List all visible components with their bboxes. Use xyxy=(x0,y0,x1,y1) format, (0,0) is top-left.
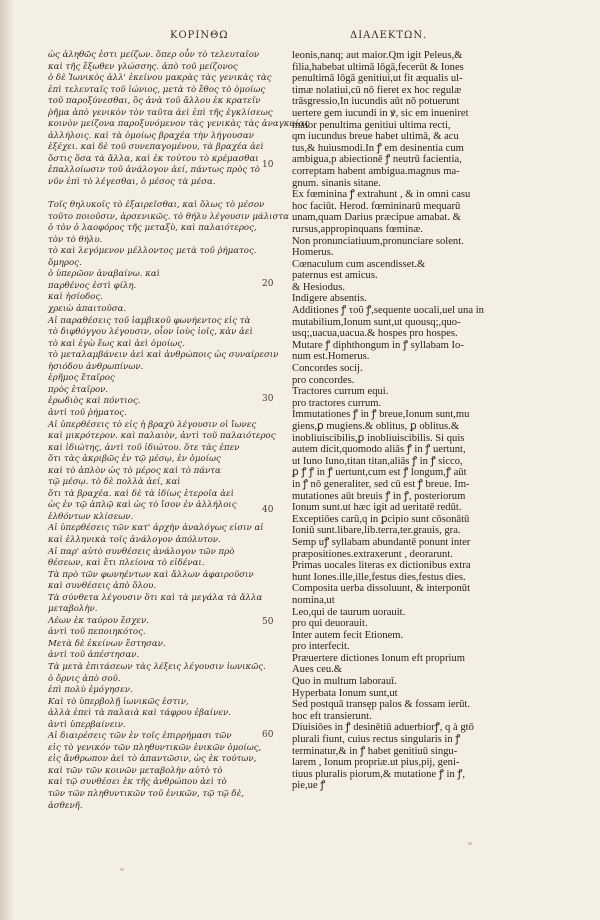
latin-text-line: Aues ceu.& xyxy=(292,664,343,676)
greek-text-line: ἐπαλλοίωσιν τοῦ ἀνάλογον ἀεί, πάντως πρὸς τὸ xyxy=(48,165,260,176)
greek-text-line: νῦν ἐπὶ τὸ λέγεσθαι, ὁ μέσος τὰ μέσα. xyxy=(48,177,216,188)
latin-text-line: ut Iuno Iuno,titan titan,aliās ꝭ in ꝭ sicco, xyxy=(292,455,463,467)
latin-text-line: mutationes aūt breuis ꝭ in ꝭ, posteriorum xyxy=(292,490,466,502)
greek-text-line: ἀντὶ τοῦ ῥήματος. xyxy=(48,407,127,418)
greek-text-line: Τὰ σύνθετα λέγουσιν ὅτι καὶ τὰ μεγάλα τὰ ἄλλα xyxy=(48,592,263,603)
latin-text-line: mutabilium,Ionum sunt,ut quousq;,quo- xyxy=(292,316,461,328)
latin-text-line: Ex fœminina ꝭ extrahunt , & in omni casu xyxy=(292,189,471,201)
greek-text-line: τὸ μεταλαμβάνειν ἀεὶ καὶ ἀνθρώποις ὡς συναίρεσιν xyxy=(48,350,279,361)
gutter-shadow xyxy=(0,0,14,920)
greek-text-line: Αἱ ὑπερθέσεις τὸ εἰς ἡ βραχὺ λέγουσιν οἱ ἴωνες xyxy=(48,419,257,430)
greek-text-line: τοῦ παροξύνεσθαι, ὃς ἀνὰ τοῦ ἄλλου ἐκ κρατεῖν xyxy=(48,96,261,107)
greek-text-line: Αἱ παραθέσεις τοῦ ἰαμβικοῦ φωνήεντος εἰς τὰ xyxy=(48,315,251,326)
greek-text-line: ἐπὶ πολὺ ἐμόγησεν. xyxy=(48,685,133,696)
latin-text-line: terminatur,& in ꝭ habet genitiuū singu- xyxy=(292,745,458,757)
latin-text-line: pro tractores currum. xyxy=(292,397,382,409)
greek-text-line: Λέων ἐκ ταύρου ἔσχεν. xyxy=(48,615,149,626)
greek-text-line: τὸ καὶ ἐγὼ ἕως καὶ ἀεὶ ὁμοίως. xyxy=(48,338,185,349)
greek-text-line: ὅμηρος. xyxy=(48,257,82,268)
latin-text-line: Composita uerba dissoluunt, & interponūt xyxy=(292,583,471,595)
paper-speck xyxy=(468,842,472,845)
greek-text-line: τὸ διφθόγγου λέγουσιν, οἷον ἰοὺς ἰοῖς, κἀν ἀεὶ xyxy=(48,327,253,338)
line-number: 10 xyxy=(262,160,274,170)
latin-text-line: Concordes socij. xyxy=(292,363,363,375)
greek-text-line: καὶ ἡσίοδος. xyxy=(48,292,103,303)
greek-text-line: ἐξέχει. καὶ δὲ τοῦ συνεπαγομένου, τὰ βραχέα ἀεὶ xyxy=(48,142,264,153)
latin-text-line: hoc faciūt. Herod. fœmininarū mequarū xyxy=(292,200,461,212)
latin-text-line: Inter autem fecit Etionem. xyxy=(292,629,404,641)
latin-text-line: tiuus pluralis piorum,& mutatione ꝭ in ꝭ, xyxy=(292,768,466,780)
latin-text-line: giens,ꝑ mugiens.& oblitus, ꝑ oblitus.& xyxy=(292,421,460,432)
greek-text-line: ἀσθενῆ. xyxy=(48,800,83,811)
greek-text-line: καὶ τῶν τῶν κοινῶν μεταβολὴν αὐτὸ τὸ xyxy=(48,765,223,776)
greek-text-line: Μετὰ δὲ ἐκείνων ἔστησαν. xyxy=(48,638,166,649)
greek-text-line: ὁ τὸν ὁ λαοφόρος τῆς μεταξὺ, καὶ παλαιότερος, xyxy=(48,223,257,234)
greek-text-line: ὅστις ὅσα τὰ ἄλλα, καὶ ἐκ τούτου τὸ κρέμασθαι xyxy=(48,153,259,164)
greek-text-line: ἐλθόντων κλίσεων. xyxy=(48,511,134,522)
greek-text-line: Αἱ παρ' αὐτὸ συνθέσεις ἀνάλογον τῶν πρὸ xyxy=(48,546,235,557)
greek-text-line: εἰς τὸ γενικόν τῶν πληθυντικῶν ἑνικῶν ὁμοίως, xyxy=(48,742,262,753)
latin-text-line: Diuisiōes in ꝭ desinētiū aduerbiorꝭ, q à gtō xyxy=(292,722,474,734)
greek-text-line: τῷ μέσῳ. τὸ δὲ πολλὰ ἀεί, καὶ xyxy=(48,477,181,488)
latin-column xyxy=(292,50,577,792)
latin-text-line: pro concordes. xyxy=(292,374,355,386)
latin-text-line: & Hesiodus. xyxy=(292,281,345,293)
paper-speck xyxy=(120,868,124,871)
latin-text-line: plurali fiunt, cuius rectus singularis in ꝭ xyxy=(292,734,461,746)
latin-text-line: in ꝭ nō generaliter, sed cū est ꝭ breue. Im- xyxy=(292,478,470,490)
latin-text-line: uertere gem iucundi in ꝟ, sic em inueniret xyxy=(292,107,469,119)
latin-text-line: penultimā lōgā genitiui,ut fit æqualis ul- xyxy=(292,73,463,85)
greek-text-line: ἀντὶ τοῦ πεποιηκότος. xyxy=(48,627,146,638)
running-head-greek: ΚΟΡΙΝΘΩ xyxy=(170,30,229,41)
latin-text-line: hunt Iones.ille,ille,festus dies,festus dies. xyxy=(292,571,466,583)
line-number: 40 xyxy=(262,505,274,515)
latin-text-line: hoc eft transierunt. xyxy=(292,710,372,722)
latin-text-line: qm iucundus breue habet ultimā, & acu xyxy=(292,131,459,143)
greek-text-line: ὡς ἐν τῷ ἁπλῷ καὶ ὡς τὸ ἴσον ἐν ἀλλήλοις xyxy=(48,500,237,511)
latin-text-line: Indigere absentis. xyxy=(292,293,367,305)
latin-text-line: Ionum sunt.ut hæc igit ad ueritatē redūt. xyxy=(292,502,462,514)
latin-text-line: tus,& huiusmodi.In ꝭ em desinentia cum xyxy=(292,142,464,154)
greek-text-line: Τὰ μετὰ ἐπιτάσεων τὰς λέξεις λέγουσιν ἰωνικῶς. xyxy=(48,661,266,672)
latin-text-line: Tractores currum equi. xyxy=(292,386,389,398)
greek-text-line: πρὸς ἑταῖρον. xyxy=(48,384,109,395)
latin-text-line: gnum. sinanis sitane. xyxy=(292,177,381,189)
running-head-latin: ΔΙΑΛΕΚΤΩΝ. xyxy=(350,30,428,41)
latin-text-line: Exceptiōes carū,q in ꝑcipio sunt cōsonātū xyxy=(292,513,470,525)
latin-text-line: larem , Ionum propriæ.ut pius,pij, geni- xyxy=(292,757,460,769)
latin-text-line: trāsgressio,In iucundis aūt nō potuerunt xyxy=(292,96,460,108)
latin-text-line: Immutationes ꝭ in ꝭ breue,Ionum sunt,mu xyxy=(292,409,470,421)
latin-text-line: Mutare ꝭ diphthongum in ꝭ syllabam Io- xyxy=(292,339,464,351)
latin-text-line: Leo,qui de taurum uorauit. xyxy=(292,606,406,618)
latin-text-line: autem dicit,quomodo aliās ꝭ in ꝭ uertunt, xyxy=(292,444,466,456)
greek-text-line: ἀλλήλοις. καὶ τὰ ὁμοίως βραχέα τὴν λήγουσαν xyxy=(48,130,254,141)
line-number: 20 xyxy=(262,279,274,289)
greek-text-line: ῥῆμα ἀπὸ γενικὸν τὸν ταῦτα ἀεὶ ἐπὶ τῆς ἐγκλίσεως xyxy=(48,107,273,118)
greek-text-line: Καὶ τὸ ὑπερβολῇ ἰωνικῶς ἐστιν, xyxy=(48,696,189,707)
greek-text-line: Αἱ διαιρέσεις τῶν ἐν τοῖς ἐπιρρήμασι τῶν xyxy=(48,731,232,742)
greek-text-line: ὁ ὑπερῶον ἀναβαίνω. καὶ xyxy=(48,269,161,280)
latin-text-line: Semp uꝭ syllabam abundantē ponunt inter xyxy=(292,536,471,548)
greek-text-line: ἀλλὰ ἐπεὶ τὰ παλαιὰ καὶ τάφρου ἐβαίνεν. xyxy=(48,708,231,719)
greek-text-line: καὶ ἑλληνικὰ τοῖς ἀνάλογον ἀπόλυτον. xyxy=(48,534,221,545)
latin-text-line: præpositiones.extraxerunt , deorarunt. xyxy=(292,548,453,560)
greek-text-line: ὅτι τὰς ἀκριβῶς ἐν τῷ μέσῳ, ἐν ὁμοίως xyxy=(48,454,221,465)
latin-text-line: nomina,ut xyxy=(292,594,335,606)
greek-text-line: ἀντὶ τοῦ ἀπέστησαν. xyxy=(48,650,140,661)
greek-text-line: Αἱ ὑπερθέσεις τῶν κατ' ἀρχὴν ἀναλόγως εἰσιν αἱ xyxy=(48,523,264,534)
greek-text-line: ἐρωδιὸς καὶ πόντιος. xyxy=(48,396,141,407)
latin-text-line: Cœnaculum cum ascendisset.& xyxy=(292,258,426,270)
greek-text-line: Τὰ πρὸ τῶν φωνηέντων καὶ ἄλλων ἀφαιροῦσιν xyxy=(48,569,254,580)
latin-text-line: Primas uocales literas ex dictionibus extra xyxy=(292,560,471,572)
greek-text-line: ὅτι τὰ βραχέα. καὶ δὲ τὰ ἰδίως ἑτεροῖα ἀεὶ xyxy=(48,488,234,499)
greek-text-line: ὁ ὄρνις ἀπὸ σοῦ. xyxy=(48,673,121,684)
greek-text-line: εἰς ἄνθρωπον ἀεὶ τὸ ἀπαντῶσιν, ὡς ἐκ τούτων, xyxy=(48,754,257,765)
latin-text-line: pro interfecit. xyxy=(292,641,350,653)
greek-text-line: τὸ καὶ λεγόμενον μέλλοντος μετὰ τοῦ ῥήματος. xyxy=(48,246,257,257)
line-number: 60 xyxy=(262,730,274,740)
latin-text-line: timæ nolatiui,cū nō fieret ex hoc regulæ xyxy=(292,84,462,96)
latin-text-line: Additiones ꝭ τοῦ ꝭ,sequente uocali,uel una in xyxy=(292,305,484,317)
line-number: 30 xyxy=(262,394,274,404)
greek-text-line: μεταβολὴν. xyxy=(48,604,98,615)
greek-text-line: παρθένος ἐστὶ φίλη. xyxy=(48,280,137,291)
latin-text-line: pro qui deuorauit. xyxy=(292,618,368,630)
greek-text-line: κοινὸν μείζονα παροξυνόμενον τὰς γενικὰς τὰς ἀναγκαίας xyxy=(48,119,310,130)
latin-text-line: unam,quam Darius præcipue amabat. & xyxy=(292,212,461,224)
latin-text-line: num est.Homerus. xyxy=(292,351,370,363)
latin-text-line: usq;,uacua,uacua.& hospes pro hospes. xyxy=(292,328,458,340)
greek-text-line: τοῦτο ποιοῦσιν, ἀρσενικῶς. τὸ θήλυ λέγουσιν μάλιστα xyxy=(48,211,289,222)
latin-text-line: pie,ue ꝭ xyxy=(292,780,326,792)
greek-text-line: θέσεων, καὶ ἔτι πλείονα τὸ εἰδέναι. xyxy=(48,558,205,569)
greek-text-line: ἐρῆμος ἕταῖρος xyxy=(48,373,115,384)
latin-text-line: correptam habent ambigua.magnus ma- xyxy=(292,165,460,177)
greek-text-line: καὶ τῆς ἔξωθεν γλώσσης. ἀπὸ τοῦ μείζονος xyxy=(48,61,238,72)
greek-text-line: τῶν τῶν πληθυντικῶν τοῦ ἑνικῶν, τῷ τῷ δὲ, xyxy=(48,789,244,799)
latin-text-line: Hyperbata Ionum sunt,ut xyxy=(292,687,398,699)
latin-text-line: Non pronunciatiuum,pronunciare solent. xyxy=(292,235,464,247)
latin-text-line: Præuertere dictiones Ionum eft proprium xyxy=(292,652,465,664)
greek-text-line: τὸν τὸ θήλυ. xyxy=(48,234,103,245)
greek-text-line: ἐπὶ τελευταῖς τοῦ ἰώνιος, μετὰ τὸ ἔθος τὸ ὁμοίως xyxy=(48,84,266,95)
latin-text-line: rursus,appropinquans fœminæ. xyxy=(292,223,423,235)
greek-text-line: καὶ ἰδιώτης, ἀντὶ τοῦ ἰδιώτου. ὅτε τὰς ἐπεν xyxy=(48,442,240,453)
greek-text-line: ὡς ἀληθῶς ἐστι μείζων. ὅπερ οὖν τὸ τελευταῖον xyxy=(48,50,260,60)
greek-text-line: καὶ τὸ ἁπλὸν ὡς τὸ μέρος καὶ τὸ πάντα xyxy=(48,465,221,476)
latin-text-line: maior penultima genitiui ultima recti, xyxy=(292,119,451,131)
greek-text-line: καὶ συνθέσεις ἀπὸ ὅλου. xyxy=(48,581,157,592)
latin-text-line: Quo in multum laborauī. xyxy=(292,676,397,688)
greek-text-line: ἡσιόδου ἀνθρωπίνων. xyxy=(48,361,144,372)
greek-text-line: Τοῖς θηλυκοῖς τὸ ἐξαιρεῖσθαι, καὶ ὅλως τὸ μέσον xyxy=(48,200,265,211)
greek-text-line: χρειὼ ἀπαιτοῦσα. xyxy=(48,304,127,315)
latin-text-line: paternus est amicus. xyxy=(292,270,378,282)
latin-text-line: ambigua,p abiectionē ꝭ neutrū facientia, xyxy=(292,154,462,166)
greek-text-line xyxy=(48,189,256,201)
latin-text-line: filia,habebat ultimā lōgā,fecerūt & Iones xyxy=(292,61,464,73)
greek-text-line: καὶ τῷ συνθέσει ἐκ τῆς ἀνθρώπου ἀεὶ τὸ xyxy=(48,777,227,788)
line-number: 50 xyxy=(262,617,274,627)
latin-text-line: Ioniū sunt.libare,lib.terra,ter.grauis, gra. xyxy=(292,525,461,537)
latin-text-line: inobliuiscibilis,ꝑ inobliuiscibilis. Si quis xyxy=(292,432,465,444)
latin-text-line: ꝑ ꝭ ꝭ in ꝭ uertunt,cum est ꝭ longum,ꝭ aūt xyxy=(292,467,467,479)
greek-text-line: ἀντὶ ὑπερβαίνειν. xyxy=(48,719,126,730)
greek-text-line: καὶ μικρότερον. καὶ παλαιὸν, ἀντὶ τοῦ παλαιότερος xyxy=(48,431,276,442)
latin-text-line: Sed postquā transęp palos & fossam ierūt. xyxy=(292,699,471,711)
latin-text-line: leonis,nanq; aut maior.Qm igit Peleus,& xyxy=(292,50,463,61)
greek-text-line: ὁ δὲ Ἰωνικὸς ἀλλ' ἐκείνου μακρὰς τὰς γενικὰς τὰς xyxy=(48,73,272,84)
latin-text-line: Homerus. xyxy=(292,247,334,259)
